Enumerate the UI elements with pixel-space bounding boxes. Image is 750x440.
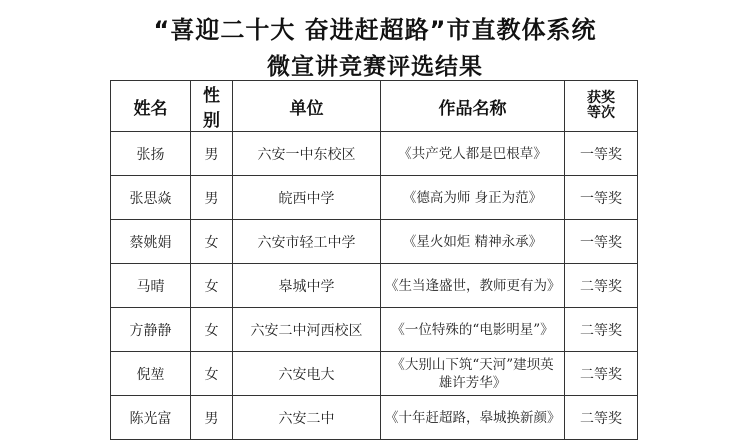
table-row: [111, 352, 638, 396]
cell-name: 张扬: [111, 132, 191, 176]
table-row: [111, 132, 638, 176]
table-row: [111, 308, 638, 352]
cell-gender: 男: [191, 132, 233, 176]
table-row: [111, 396, 638, 440]
cell-award: 二等奖: [565, 264, 638, 308]
table-header-row: [111, 81, 638, 132]
header-award-line1: 获奖: [587, 90, 615, 106]
cell-name: 马晴: [111, 264, 191, 308]
cell-award: 二等奖: [565, 308, 638, 352]
cell-unit: 六安二中河西校区: [233, 308, 381, 352]
results-table: [110, 80, 638, 440]
document-subtitle: 微宣讲竞赛评选结果: [267, 54, 483, 80]
cell-gender: 女: [191, 264, 233, 308]
cell-unit: 皖西中学: [233, 176, 381, 220]
cell-unit: 六安电大: [233, 352, 381, 396]
cell-work: 《大别山下筑“天河”建坝英雄许芳华》: [381, 352, 565, 396]
cell-name: 方静静: [111, 308, 191, 352]
cell-gender: 男: [191, 396, 233, 440]
cell-gender: 女: [191, 220, 233, 264]
header-gender: 性别: [191, 81, 233, 132]
header-name: 姓名: [111, 81, 191, 132]
table-row: [111, 264, 638, 308]
cell-work: 《十年赶超路，皋城换新颜》: [381, 396, 565, 440]
cell-name: 倪堃: [111, 352, 191, 396]
cell-work: 《德高为师 身正为范》: [381, 176, 565, 220]
cell-work: 《共产党人都是巴根草》: [381, 132, 565, 176]
cell-unit: 六安市轻工中学: [233, 220, 381, 264]
cell-award: 一等奖: [565, 220, 638, 264]
header-work: 作品名称: [381, 81, 565, 132]
header-award: [565, 81, 638, 132]
cell-gender: 女: [191, 308, 233, 352]
cell-name: 张思焱: [111, 176, 191, 220]
cell-work: 《一位特殊的“电影明星”》: [381, 308, 565, 352]
cell-award: 二等奖: [565, 396, 638, 440]
cell-unit: 六安二中: [233, 396, 381, 440]
cell-gender: 男: [191, 176, 233, 220]
header-award-line2: 等次: [587, 105, 615, 121]
header-unit: 单位: [233, 81, 381, 132]
cell-award: 一等奖: [565, 132, 638, 176]
table-row: [111, 176, 638, 220]
cell-award: 一等奖: [565, 176, 638, 220]
document-title: “喜迎二十大 奋进赶超路”市直教体系统: [153, 16, 597, 44]
cell-unit: 皋城中学: [233, 264, 381, 308]
cell-name: 陈光富: [111, 396, 191, 440]
cell-award: 二等奖: [565, 352, 638, 396]
cell-gender: 女: [191, 352, 233, 396]
cell-work: 《星火如炬 精神永承》: [381, 220, 565, 264]
cell-name: 蔡姚娟: [111, 220, 191, 264]
table-row: [111, 220, 638, 264]
cell-work: 《生当逢盛世，教师更有为》: [381, 264, 565, 308]
cell-unit: 六安一中东校区: [233, 132, 381, 176]
